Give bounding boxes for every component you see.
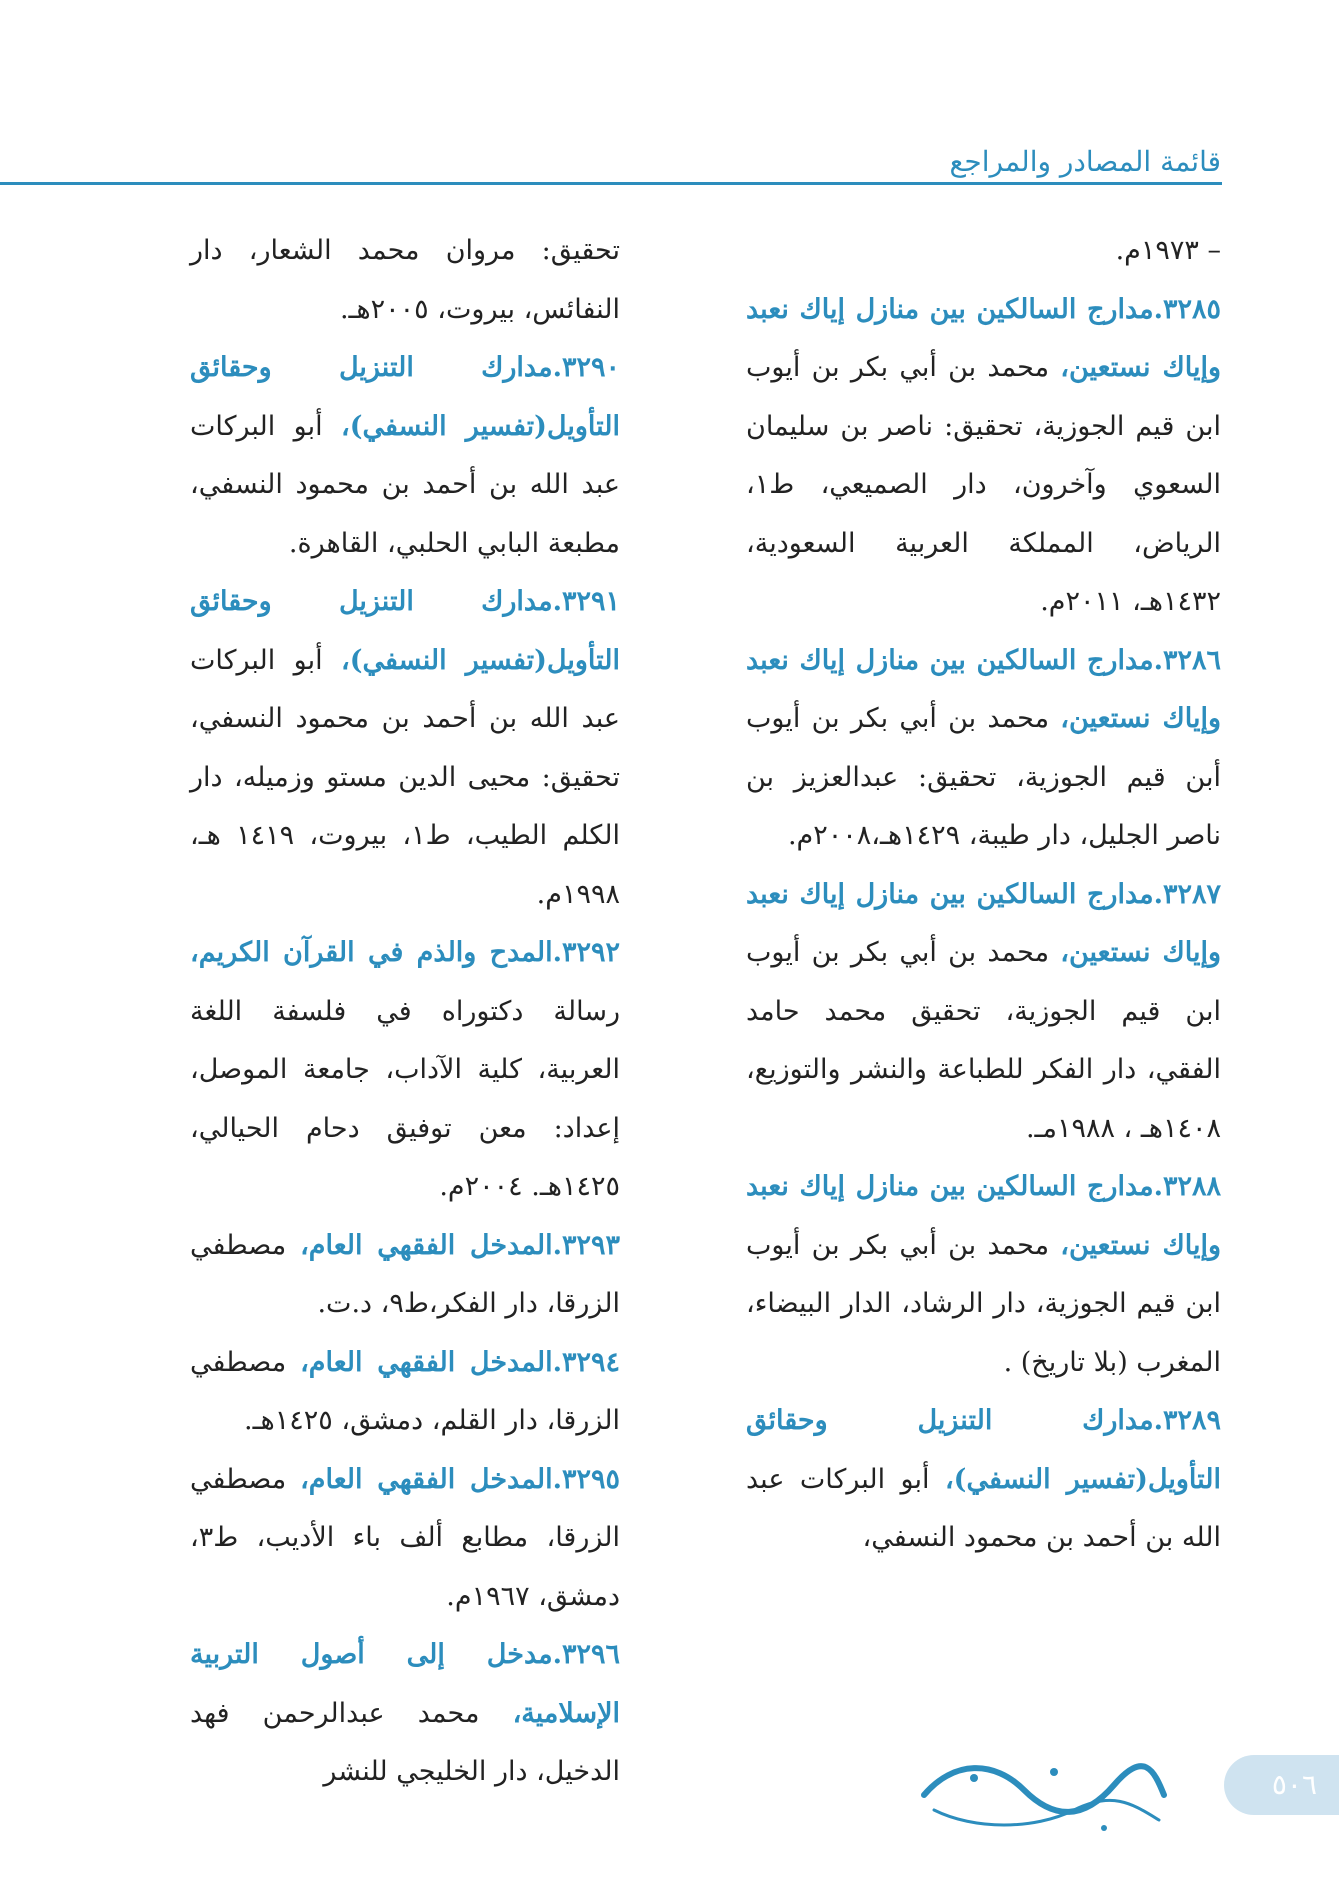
page-header-title: قائمة المصادر والمراجع: [949, 145, 1221, 178]
bibliography-entry: [190, 1451, 620, 1627]
entry-title: مدارك التنزيل وحقائق التأويل(تفسير النسفي)،: [190, 586, 620, 676]
entry-body: رسالة دكتوراه في فلسفة اللغة العربية، كلية الآداب، جامعة الموصل، إعداد: معن توفيق دحام الحيالي، ١٤٢٥هـ. ٢٠٠٤م.: [190, 995, 620, 1202]
entry-body: محمد بن أبي بكر بن أيوب أبن قيم الجوزية، تحقيق: عبدالعزيز بن ناصر الجليل، دار طيبة، ١٤٢٩هـ،٢٠٠٨م.: [746, 703, 1221, 851]
entry-body: محمد بن أبي بكر بن أيوب ابن قيم الجوزية، دار الرشاد، الدار البيضاء، المغرب (بلا تاريخ) .: [746, 1229, 1221, 1378]
entry-body: مصطفي الزرقا، دار الفكر،ط٩، د.ت.: [190, 1229, 620, 1319]
entry-body: أبو البركات عبد الله بن أحمد بن محمود النسفي، تحقيق: محيى الدين مستو وزميله، دار الكلم الطيب، ط١، بيروت، ١٤١٩ هـ، ١٩٩٨م.: [190, 644, 620, 910]
entry-title: المدخل الفقهي العام،: [300, 1346, 553, 1378]
entry-title: مدارج السالكين بين منازل إياك نعبد وإياك نستعين،: [746, 878, 1222, 968]
header-divider: [0, 182, 1222, 185]
entry-number: ٣٢٨٧.: [1153, 878, 1221, 910]
entry-body: محمد عبدالرحمن فهد الدخيل، دار الخليجي للنشر: [190, 1697, 620, 1787]
entry-title: مدارك التنزيل وحقائق التأويل(تفسير النسفي)،: [190, 352, 620, 442]
entry-body: أبو البركات عبد الله بن أحمد بن محمود النسفي، مطبعة البابي الحلبي، القاهرة.: [190, 410, 620, 559]
entry-body: مصطفي الزرقا، دار القلم، دمشق، ١٤٢٥هـ.: [190, 1346, 620, 1436]
bibliography-entry: [190, 1334, 620, 1451]
entry-number: ٣٢٩٢.: [552, 937, 620, 968]
bibliography-entry: [190, 924, 620, 1217]
bibliography-entry: [746, 281, 1221, 632]
bibliography-entry: [190, 339, 620, 573]
page-number: ٥٠٦: [1271, 1768, 1317, 1801]
entry-title: المدخل الفقهي العام،: [300, 1463, 553, 1495]
entry-number: ٣٢٩٣.: [552, 1229, 620, 1261]
entry-number: ٣٢٩١.: [552, 586, 620, 617]
bibliography-entry: [190, 573, 620, 924]
right-column: [746, 222, 1221, 1568]
entry-number: ٣٢٩٠.: [552, 352, 620, 383]
bibliography-entry: [746, 866, 1221, 1159]
continuation-text: – ١٩٧٣م.: [1115, 235, 1221, 266]
entry-body: أبو البركات عبد الله بن أحمد بن محمود النسفي،: [746, 1463, 1221, 1553]
entry-number: ٣٢٩٥.: [552, 1463, 620, 1495]
entry-number: ٣٢٩٦.: [552, 1639, 620, 1670]
bibliography-entry: [746, 1392, 1221, 1568]
bibliography-entry: [746, 1158, 1221, 1392]
entry-number: ٣٢٨٩.: [1153, 1405, 1221, 1436]
encyclopedia-logo: [914, 1750, 1174, 1840]
bibliography-entry: [190, 1626, 620, 1802]
entry-title: مدخل إلى أصول التربية الإسلامية،: [190, 1639, 620, 1729]
entry-body: محمد بن أبي بكر بن أيوب ابن قيم الجوزية، تحقيق محمد حامد الفقي، دار الفكر للطباعة والنشر والتوزيع، ١٤٠٨هـ ، ١٩٨٨مـ.: [746, 937, 1221, 1144]
entry-title: المدخل الفقهي العام،: [300, 1229, 553, 1261]
left-column: [190, 222, 620, 1802]
entry-number: ٣٢٩٤.: [552, 1346, 620, 1378]
entry-body: مصطفي الزرقا، مطابع ألف باء الأديب، ط٣، دمشق، ١٩٦٧م.: [190, 1463, 620, 1612]
entry-body: محمد بن أبي بكر بن أيوب ابن قيم الجوزية، تحقيق: ناصر بن سليمان السعوي وآخرون، دار الصميعي، ط١، الرياض، المملكة العربية السعودية، ١٤٣٢هـ، ٢٠١١م.: [746, 352, 1221, 617]
bibliography-entry: [746, 632, 1221, 866]
entry-title: مدارج السالكين بين منازل إياك نعبد وإياك نستعين،: [746, 644, 1222, 734]
entry-number: ٣٢٨٦.: [1153, 644, 1221, 676]
entry-title: مدارج السالكين بين منازل إياك نعبد وإياك نستعين،: [746, 293, 1222, 383]
entry-title: المدح والذم في القرآن الكريم،: [190, 937, 553, 968]
entry-title: مدارك التنزيل وحقائق التأويل(تفسير النسفي)،: [746, 1405, 1221, 1495]
entry-number: ٣٢٨٨.: [1153, 1171, 1221, 1202]
entry-number: ٣٢٨٥.: [1153, 293, 1221, 325]
continuation-text: تحقيق: مروان محمد الشعار، دار النفائس، بيروت، ٢٠٠٥هـ.: [190, 235, 620, 325]
entry-title: مدارج السالكين بين منازل إياك نعبد وإياك نستعين،: [746, 1171, 1222, 1261]
bibliography-entry: [190, 1217, 620, 1334]
